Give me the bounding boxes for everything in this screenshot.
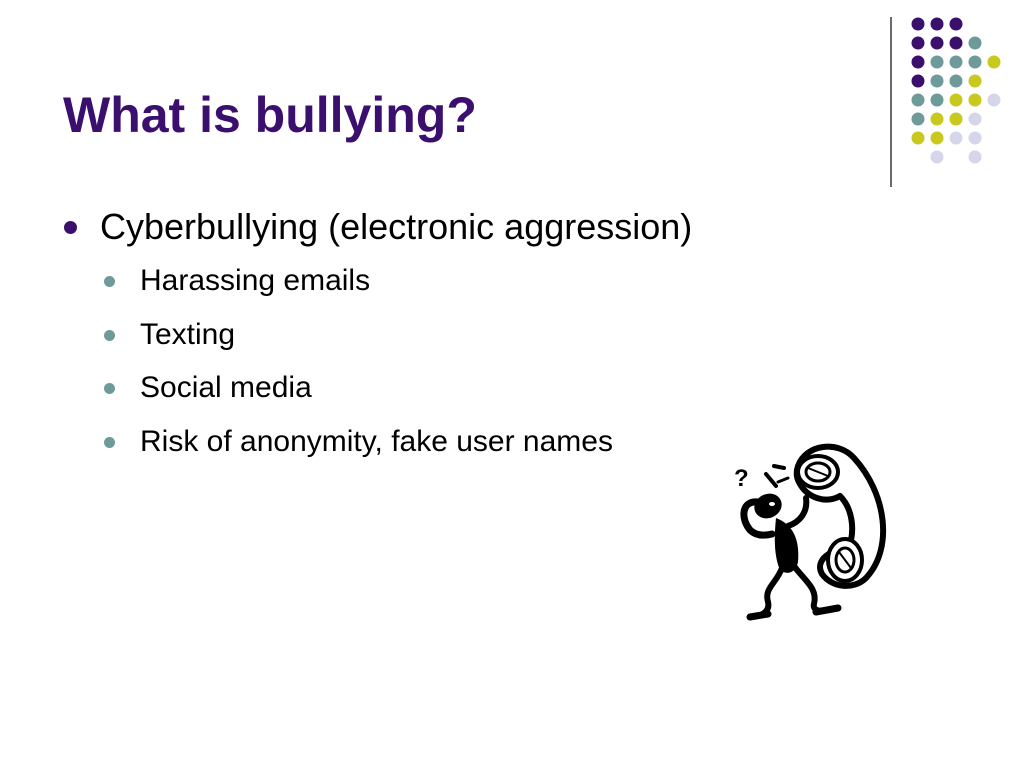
sub-bullet-dot-icon xyxy=(104,437,115,448)
bullet-text: Cyberbullying (electronic aggression) xyxy=(100,206,693,247)
bullet-item-texting xyxy=(104,315,235,355)
bullet-text: Texting xyxy=(140,318,236,351)
sub-bullet-dot-icon xyxy=(104,330,115,341)
bullet-text: Social media xyxy=(140,371,312,404)
bullet-item-social-media xyxy=(104,368,312,408)
bullet-item-cyberbullying xyxy=(64,202,692,252)
bullet-text: Harassing emails xyxy=(140,264,371,297)
slide-title: What is bullying? xyxy=(63,87,477,143)
bullet-item-anonymity xyxy=(104,422,613,462)
bullet-text: Risk of anonymity, fake user names xyxy=(140,425,613,458)
sub-bullet-dot-icon xyxy=(104,276,115,287)
question-mark: ? xyxy=(734,465,749,492)
bullet-dot-icon xyxy=(64,221,77,234)
bullet-item-harassing-emails xyxy=(104,261,370,301)
person-with-giant-phone-icon xyxy=(728,438,894,622)
sub-bullet-dot-icon xyxy=(104,383,115,394)
